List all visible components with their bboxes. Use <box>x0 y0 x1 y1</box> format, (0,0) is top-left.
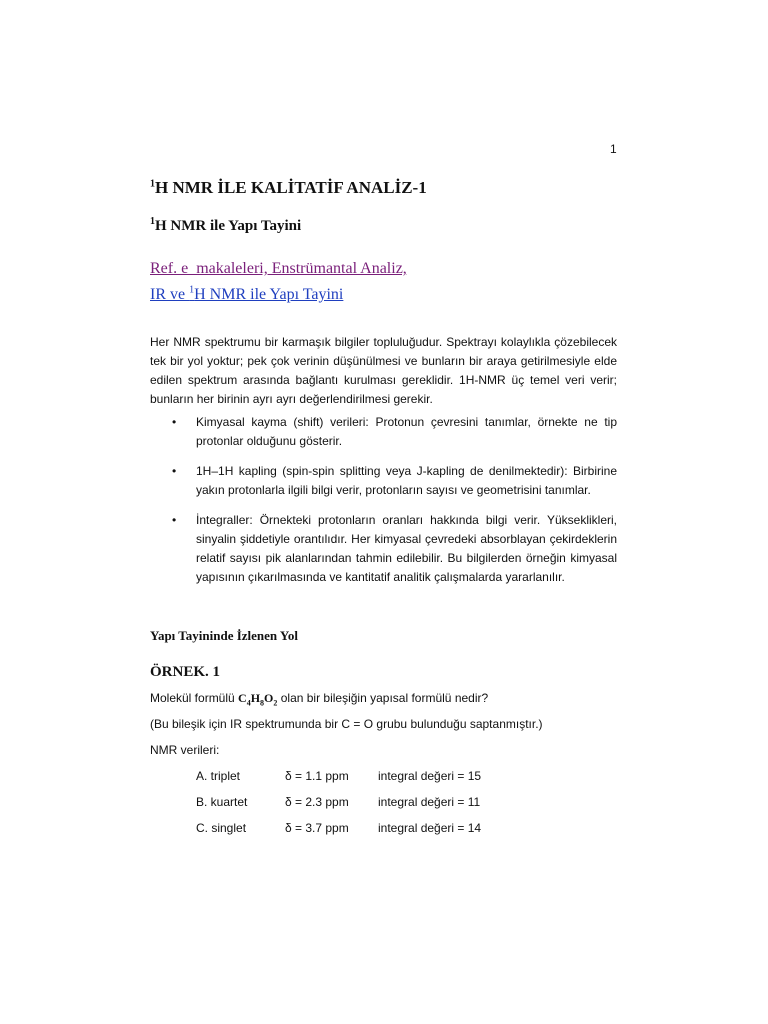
bullet-icon: • <box>172 464 177 478</box>
nmr-signal: A. triplet <box>196 769 241 783</box>
question-pre: Molekül formülü <box>150 691 239 705</box>
question-line <box>150 691 488 707</box>
title-superscript: 1 <box>150 178 155 190</box>
formula-c: C <box>238 691 247 705</box>
nmr-integral: integral değeri = 15 <box>378 769 482 783</box>
bullet-text: Kimyasal kayma (shift) verileri: Protonun çevresini tanımlar, örnekte ne tip protonlar olduğunu gösterir. <box>196 415 617 448</box>
molecular-formula <box>238 691 278 708</box>
reference-block <box>150 256 407 308</box>
bullet-item-coupling <box>150 462 617 500</box>
question-post: olan bir bileşiğin yapısal formülü nedir? <box>277 691 489 705</box>
page-number: 1 <box>610 142 617 156</box>
nmr-shift: δ = 2.3 ppm <box>285 795 349 809</box>
reference-line2-pre: IR ve <box>150 286 190 303</box>
bullet-text: 1H–1H kapling (spin-spin splitting veya J-kapling de denilmektedir): Birbirine yakın protonlarla ilgili bilgi verir, protonların sayısı ve geometrisini tanımlar. <box>196 464 617 497</box>
intro-paragraph: Her NMR spektrumu bir karmaşık bilgiler topluluğudur. Spektrayı kolaylıkla çözebilecek tek bir yol yoktur; pek çok verinin düşünülmesi ve bunların bir araya getirilmesiyle elde edilen spektrum arasında bağlantı kurulması gereklidir. 1H-NMR üç temel veri verir; bunların her birinin ayrı ayrı değerlendirilmesi gerekir. <box>150 335 617 406</box>
formula-h: H <box>250 691 261 705</box>
section-heading: Yapı Tayininde İzlenen Yol <box>150 628 298 643</box>
nmr-signal: C. singlet <box>196 821 247 835</box>
bullet-text: İntegraller: Örnekteki protonların oranları hakkında bilgi verir. Yükseklikleri, sinyalin şiddetiyle orantılıdır. Her kimyasal çevredeki absorblayan çekirdeklerin relatif sayısı pik alanlarından tahmin edilebilir. Bu bilgilerden örneğin kimyasal yapısının çıkarılmasında ve kantitatif analitik çalışmalarda yararlanılır. <box>196 513 617 584</box>
reference-link-line2[interactable] <box>150 286 343 303</box>
nmr-shift: δ = 3.7 ppm <box>285 821 349 835</box>
reference-link-line1[interactable]: Ref. e_makaleleri, Enstrümantal Analiz, <box>150 260 407 277</box>
bullet-item-shift <box>150 413 617 451</box>
formula-o-sub: 2 <box>273 698 278 708</box>
formula-c-sub: 4 <box>246 698 251 708</box>
bullet-item-integrals <box>150 511 617 587</box>
document-subtitle <box>150 218 301 235</box>
nmr-shift: δ = 1.1 ppm <box>285 769 349 783</box>
bullet-icon: • <box>172 513 177 527</box>
ir-note: (Bu bileşik için IR spektrumunda bir C = O grubu bulunduğu saptanmıştır.) <box>150 717 543 731</box>
nmr-signal: B. kuartet <box>196 795 248 809</box>
reference-line2-post: H NMR ile Yapı Tayini <box>194 286 344 303</box>
bullet-icon: • <box>172 415 177 429</box>
subtitle-text: H NMR ile Yapı Tayini <box>155 218 302 234</box>
formula-o: O <box>264 691 274 705</box>
title-text: H NMR İLE KALİTATİF ANALİZ-1 <box>155 178 427 197</box>
formula-h-sub: 8 <box>260 698 265 708</box>
nmr-integral: integral değeri = 14 <box>378 821 482 835</box>
bullet-list <box>150 413 617 598</box>
nmr-label: NMR verileri: <box>150 743 220 757</box>
subtitle-superscript: 1 <box>150 216 155 227</box>
nmr-integral: integral değeri = 11 <box>378 795 481 809</box>
reference-line2-superscript: 1 <box>189 284 195 296</box>
document-title <box>150 178 427 198</box>
example-heading: ÖRNEK. 1 <box>150 664 221 680</box>
